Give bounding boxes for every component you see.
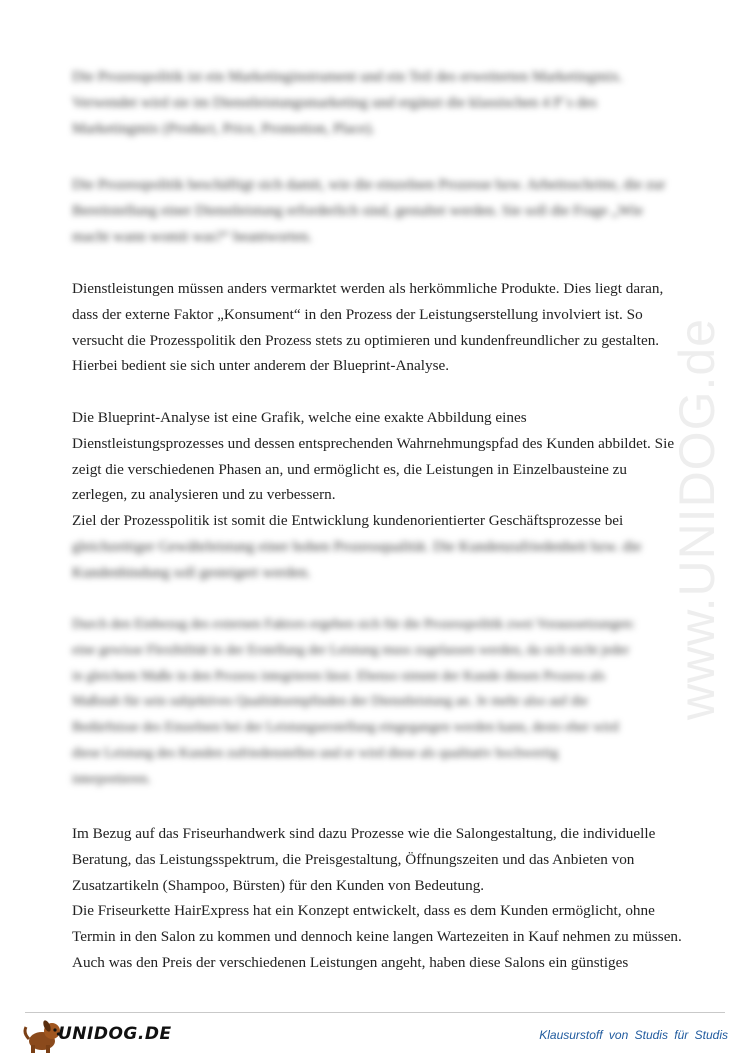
paragraph-blueprint <box>72 405 684 534</box>
paragraph-dienstleistungen <box>72 276 684 379</box>
text-line: macht wann womit was?“ beantworten. <box>72 227 312 245</box>
text-line: Ziel der Prozesspolitik ist somit die Entwicklung kundenorientierter Geschäftsprozesse bei <box>72 512 624 530</box>
text-line: Bereitstellung einer Dienstleistung erforderlich sind, gestaltet werden. Sie soll die Frage „Wie <box>72 201 643 219</box>
text-line: in gleichem Maße in den Prozess integrieren lässt. Ebenso nimmt der Kunde diesen Prozess als <box>72 668 606 684</box>
text-line: zeigt die verschiedenen Phasen an, und ermöglicht es, die Leistungen in Einzelbausteine zu <box>72 460 628 478</box>
text-line: Die Prozesspolitik ist ein Marketinginstrument und ein Teil des erweiterten Marketingmix. <box>72 68 623 85</box>
text-line: diese Leistung des Kunden zufriedenstellen und er wird diese als qualitativ hochwertig <box>72 745 559 761</box>
text-line: Die Friseurkette HairExpress hat ein Konzept entwickelt, dass es dem Kunden ermöglicht, ohne <box>72 902 655 920</box>
text-line: Auch was den Preis der verschiedenen Leistungen angeht, haben diese Salons ein günstiges <box>72 953 629 971</box>
footer-divider <box>25 1012 725 1013</box>
text-line: interpretieren. <box>72 771 151 787</box>
text-line: Zusatzartikeln (Shampoo, Bürsten) für den Kunden von Bedeutung. <box>72 876 485 894</box>
paragraph-blurred-4 <box>72 612 684 793</box>
text-line: zerlegen, zu analysieren und zu verbessern. <box>72 486 336 504</box>
text-line: eine gewisse Flexibilität in der Erstellung der Leistung muss zugelassen werden, da sich nicht jeder <box>72 642 630 658</box>
paragraph-blurred-1 <box>72 64 684 141</box>
paragraph-blurred-2 <box>72 172 684 249</box>
text-line: Dienstleistungsprozesses und dessen entsprechenden Wahrnehmungspfad des Kunden abbildet. Sie <box>72 434 675 452</box>
text-line: Durch den Einbezug des externen Faktors ergeben sich für die Prozesspolitik zwei Voraussetzungen: <box>72 617 635 632</box>
text-line: Maßstab für sein subjektives Qualitätsempfinden der Dienstleistung an. Je mehr also auf die <box>72 694 588 710</box>
text-line: Dienstleistungen müssen anders vermarktet werden als herkömmliche Produkte. Dies liegt daran, <box>72 280 664 297</box>
text-line: Die Prozesspolitik beschäftigt sich damit, wie die einzelnen Prozesse bzw. Arbeitsschritte, die zur <box>72 176 666 193</box>
text-line: Bedürfnisse des Einzelnen bei der Leistungserstellung eingegangen werden kann, desto eher wird <box>72 720 619 736</box>
text-line: versucht die Prozesspolitik den Prozess stets zu optimieren und kundenfreundlicher zu gestalten. <box>72 331 660 349</box>
text-line: gleichzeitiger Gewährleistung einer hohen Prozessqualität. Die Kundenzufriedenheit bzw. die <box>72 538 642 555</box>
text-line: Hierbei bedient sie sich unter anderem der Blueprint-Analyse. <box>72 357 450 375</box>
text-line: dass der externe Faktor „Konsument“ in den Prozess der Leistungserstellung involviert ist. So <box>72 305 643 323</box>
text-line: Marketingmix (Product, Price, Promotion, Place). <box>72 119 375 137</box>
text-line: Termin in den Salon zu kommen und dennoch keine langen Wartezeiten in Kauf nehmen zu müssen. <box>72 928 682 946</box>
text-line: Im Bezug auf das Friseurhandwerk sind dazu Prozesse wie die Salongestaltung, die individuelle <box>72 825 656 842</box>
footer-tagline: Klausurstoff von Studis für Studis <box>539 1028 728 1042</box>
text-line: Verwendet wird sie im Dienstleistungsmarketing und ergänzt die klassischen 4 P´s des <box>72 93 597 111</box>
watermark: www.UNIDOG.de <box>669 318 725 720</box>
paragraph-blurred-3 <box>72 534 684 586</box>
text-line: Beratung, das Leistungsspektrum, die Preisgestaltung, Öffnungszeiten und das Anbieten von <box>72 850 635 868</box>
unidog-logo-text: UNIDOG.DE <box>58 1024 172 1044</box>
text-line: Kundenbindung soll gesteigert werden. <box>72 563 311 581</box>
text-line: Die Blueprint-Analyse ist eine Grafik, welche eine exakte Abbildung eines <box>72 409 527 426</box>
paragraph-friseurhandwerk <box>72 821 684 976</box>
